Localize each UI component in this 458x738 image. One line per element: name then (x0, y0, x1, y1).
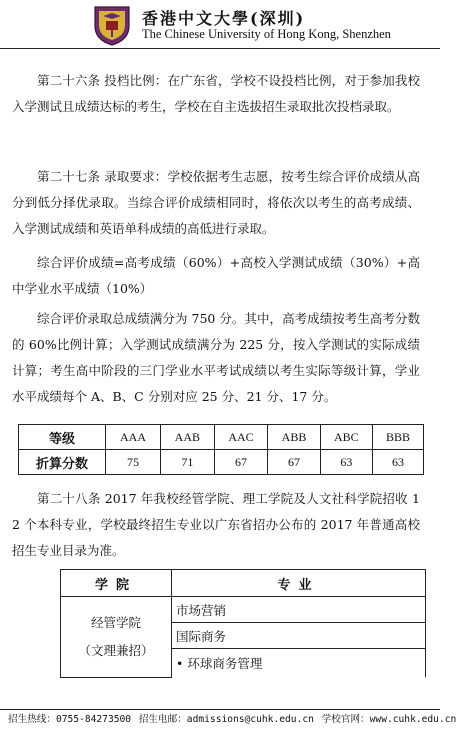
school-cell (61, 597, 172, 678)
article-28-paragraph: 第二十八条 2017 年我校经管学院、理工学院及人文社科学院招收 12 个本科专业，学校最终招生专业以广东省招办公布的 2017 年普通高校招生专业目录为准。 (12, 491, 420, 558)
university-name-english: The Chinese University of Hong Kong, Shenzhen (142, 27, 391, 41)
major-cell: • 环球商务管理 (172, 649, 426, 678)
article-27-paragraph: 第二十七条 录取要求：学校依据考生志愿，按考生综合评价成绩从高分到低分择优录取。当综合评价成绩相同时，将依次以考生的高考成绩、入学测试成绩和英语单科成绩的高低进行录取。 (12, 169, 420, 236)
table-row (61, 597, 426, 623)
grade-cell: ABC (320, 425, 372, 450)
school-name: 经管学院 (90, 614, 141, 630)
score-cell: 67 (214, 450, 268, 475)
grade-row (19, 425, 424, 450)
page-header (0, 0, 440, 52)
grade-cell: AAB (161, 425, 215, 450)
formula-paragraph: 综合评价成绩=高考成绩（60%）+高校入学测试成绩（30%）+高中学业水平成绩（10%） (12, 255, 420, 296)
major-cell: 市场营销 (172, 597, 426, 623)
page-footer (8, 713, 457, 727)
university-crest-icon (92, 4, 132, 46)
website-text: 学校官网：www.cuhk.edu.cn (321, 714, 457, 725)
university-name-chinese: 香港中文大學(深圳) (142, 9, 306, 28)
score-cell: 67 (268, 450, 320, 475)
footer-divider (0, 709, 440, 710)
grade-cell: AAC (214, 425, 268, 450)
grade-row-label: 等级 (19, 425, 106, 450)
score-cell: 63 (373, 450, 424, 475)
score-cell: 75 (106, 450, 161, 475)
hotline-text: 招生热线：0755-84273500 (8, 714, 132, 725)
score-cell: 71 (161, 450, 215, 475)
score-cell: 63 (320, 450, 372, 475)
school-column-header: 学院 (61, 570, 172, 597)
email-text: 招生电邮：admissions@cuhk.edu.cn (138, 714, 314, 725)
scoring-paragraph: 综合评价录取总成绩满分为 750 分。其中，高考成绩按考生高考分数的 60%比例计算；入学测试成绩满分为 225 分，按入学测试的实际成绩计算；考生高中阶段的三门学业水平考试成绩以考生实际等级计算，学业水平成绩每个 A、B、C 分别对应 25 分、21 分、17 分。 (12, 311, 420, 404)
grade-cell: ABB (268, 425, 320, 450)
grade-cell: BBB (373, 425, 424, 450)
grade-conversion-table (18, 424, 424, 475)
major-table-header (61, 570, 426, 597)
major-cell: 国际商务 (172, 623, 426, 649)
article-26-paragraph: 第二十六条 投档比例：在广东省，学校不设投档比例，对于参加我校入学测试且成绩达标的考生，学校在自主选拔招生录取批次投档录取。 (12, 73, 420, 114)
school-major-table (60, 569, 426, 678)
school-note: （文理兼招） (78, 642, 154, 658)
header-divider (0, 48, 440, 49)
score-row-label: 折算分数 (19, 450, 106, 475)
major-column-header: 专业 (172, 570, 426, 597)
grade-cell: AAA (106, 425, 161, 450)
score-row (19, 450, 424, 475)
